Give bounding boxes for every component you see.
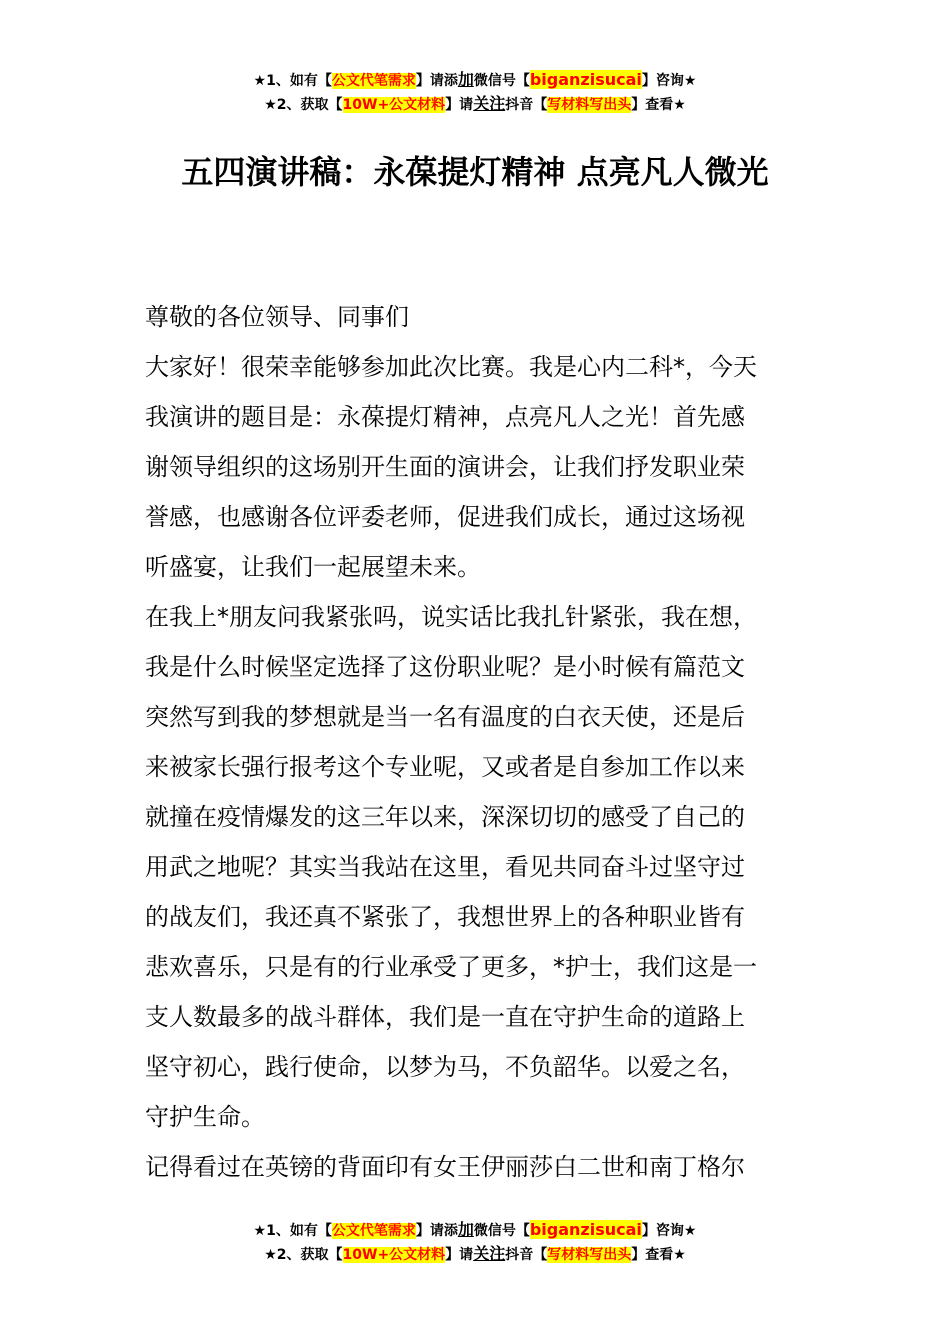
body-line: 支人数最多的战斗群体，我们是一直在守护生命的道路上 (145, 1003, 745, 1031)
banner-text: 】请添 (415, 73, 458, 89)
footer-banner (0, 1218, 950, 1266)
banner-text: 抖音【 (505, 97, 548, 113)
banner-line-1 (0, 68, 950, 92)
highlight-materials: 10W+公文材料 (342, 1247, 446, 1263)
banner-line-2 (0, 1242, 950, 1266)
banner-text: 】咨询★ (641, 1223, 697, 1239)
body-line: 坚守初心，践行使命，以梦为马，不负韶华。以爱之名， (145, 1053, 745, 1081)
body-line: 的战友们，我还真不紧张了，我想世界上的各种职业皆有 (145, 903, 745, 931)
banner-emphasis: 加 (457, 1220, 474, 1239)
banner-text: 】查看★ (631, 1247, 686, 1263)
body-line: 大家好！很荣幸能够参加此次比赛。我是心内二科*，今天 (145, 353, 757, 381)
banner-text: ★1、如有【 (253, 1223, 332, 1239)
banner-text: ★2、获取【 (264, 1247, 343, 1263)
body-line: 用武之地呢？其实当我站在这里，看见共同奋斗过坚守过 (145, 853, 745, 881)
highlight-douyin: 写材料写出头 (547, 97, 632, 113)
body-line: 谢领导组织的这场别开生面的演讲会，让我们抒发职业荣 (145, 453, 745, 481)
body-line: 记得看过在英镑的背面印有女王伊丽莎白二世和南丁格尔 (145, 1153, 745, 1181)
body-line: 就撞在疫情爆发的这三年以来，深深切切的感受了自己的 (145, 803, 745, 831)
body-line: 尊敬的各位领导、同事们 (145, 303, 409, 331)
banner-emphasis: 加 (457, 70, 474, 89)
page-title: 五四演讲稿：永葆提灯精神 点亮凡人微光 (181, 153, 769, 191)
banner-text: 抖音【 (505, 1247, 548, 1263)
banner-text: 微信号【 (473, 73, 530, 89)
highlight-service: 公文代笔需求 (331, 1223, 416, 1239)
banner-line-2 (0, 92, 950, 116)
body-line: 听盛宴，让我们一起展望未来。 (145, 553, 481, 581)
highlight-wechat-id: biganzisucai (529, 70, 642, 89)
header-banner (0, 68, 950, 116)
banner-line-1 (0, 1218, 950, 1242)
document-body (145, 292, 810, 1192)
body-line: 在我上*朋友问我紧张吗，说实话比我扎针紧张，我在想， (145, 603, 757, 631)
banner-emphasis: 关注 (473, 94, 506, 113)
banner-text: ★2、获取【 (264, 97, 343, 113)
body-line: 守护生命。 (145, 1103, 265, 1131)
banner-text: 微信号【 (473, 1223, 530, 1239)
highlight-materials: 10W+公文材料 (342, 97, 446, 113)
body-line: 突然写到我的梦想就是当一名有温度的白衣天使，还是后 (145, 703, 745, 731)
highlight-service: 公文代笔需求 (331, 73, 416, 89)
banner-emphasis: 关注 (473, 1244, 506, 1263)
body-line: 誉感，也感谢各位评委老师，促进我们成长，通过这场视 (145, 503, 745, 531)
body-line: 我是什么时候坚定选择了这份职业呢？是小时候有篇范文 (145, 653, 745, 681)
banner-text: 】咨询★ (641, 73, 697, 89)
highlight-douyin: 写材料写出头 (547, 1247, 632, 1263)
banner-text: ★1、如有【 (253, 73, 332, 89)
highlight-wechat-id: biganzisucai (529, 1220, 642, 1239)
body-line: 悲欢喜乐，只是有的行业承受了更多，*护士，我们这是一 (145, 953, 757, 981)
banner-text: 】请 (445, 1247, 474, 1263)
banner-text: 】请添 (415, 1223, 458, 1239)
body-line: 我演讲的题目是：永葆提灯精神，点亮凡人之光！首先感 (145, 403, 745, 431)
banner-text: 】查看★ (631, 97, 686, 113)
body-line: 来被家长强行报考这个专业呢，又或者是自参加工作以来 (145, 753, 745, 781)
banner-text: 】请 (445, 97, 474, 113)
